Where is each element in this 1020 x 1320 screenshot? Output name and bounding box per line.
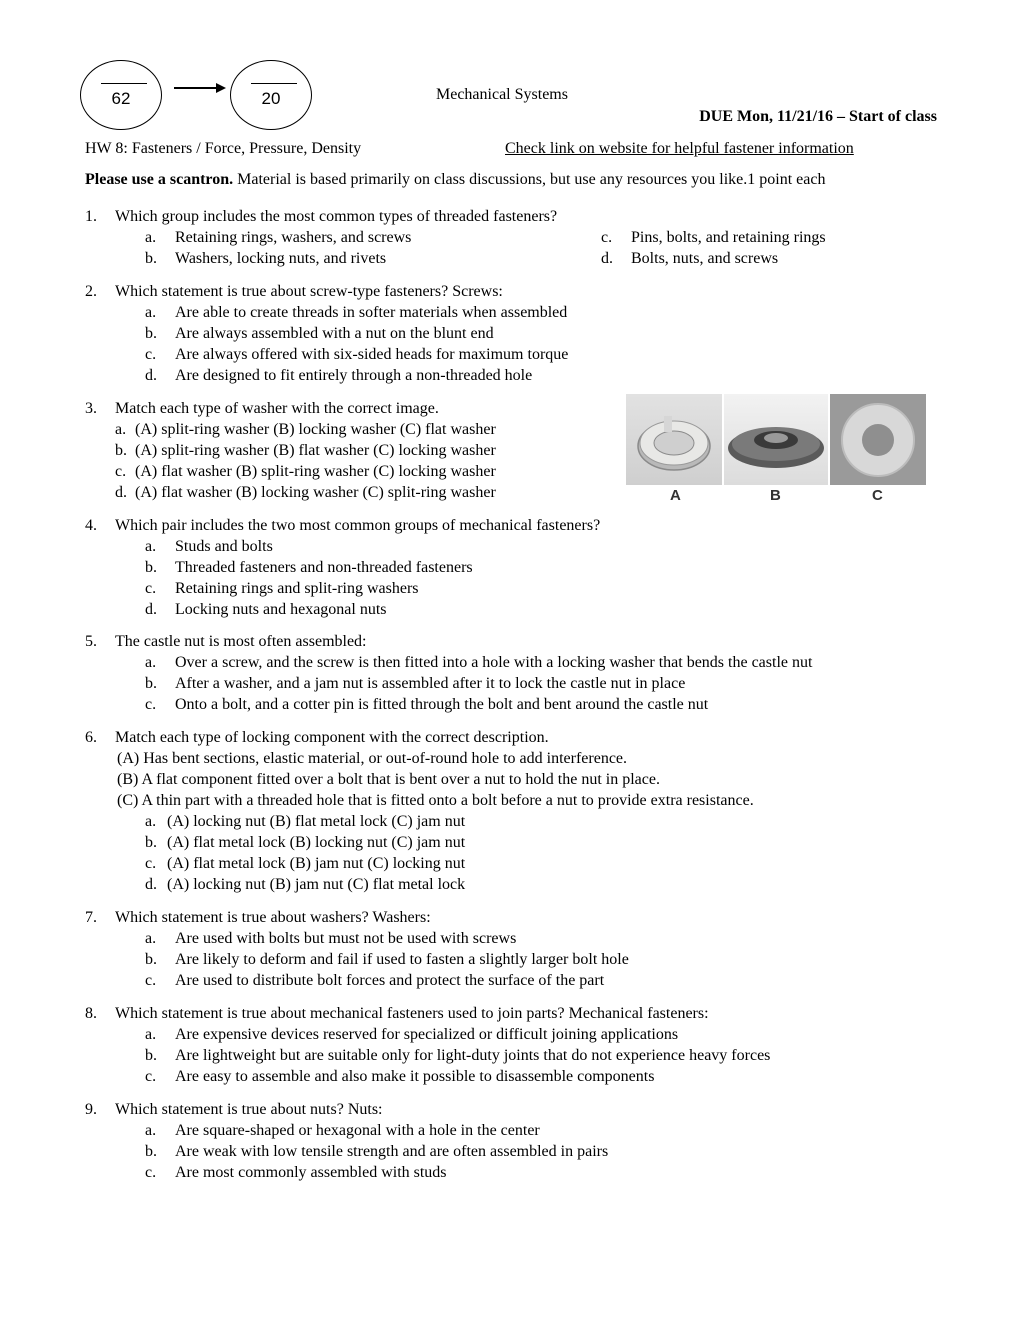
option-letter: b. [115, 442, 127, 459]
option-letter: c. [145, 580, 157, 597]
question-text: Match each type of washer with the correct image. [115, 400, 439, 417]
option-b: Washers, locking nuts, and rivets [175, 250, 387, 267]
option-text: (A) locking nut (B) jam nut (C) flat metal lock [167, 876, 466, 893]
option-letter: a. [145, 538, 157, 555]
question-1 [85, 206, 965, 269]
question-text: The castle nut is most often assembled: [115, 633, 367, 650]
question-number: 2. [85, 283, 97, 300]
option-text: Are expensive devices reserved for specialized or difficult joining applications [175, 1026, 679, 1043]
locking-washer-icon [724, 394, 828, 485]
option-letter: c. [115, 463, 127, 480]
option-letter: d. [601, 250, 613, 267]
washer-panel-c [830, 394, 926, 485]
option-letter: b. [145, 250, 157, 267]
score-left: 62 [111, 89, 131, 108]
question-text: Which statement is true about screw-type fasteners? Screws: [115, 283, 503, 300]
washer-panel-a [626, 394, 722, 485]
question-9 [85, 1099, 965, 1183]
option-text: (A) split-ring washer (B) flat washer (C) locking washer [135, 442, 496, 459]
option-text: Studs and bolts [175, 538, 273, 555]
option-text: Are designed to fit entirely through a non-threaded hole [175, 367, 533, 384]
option-text: Are weak with low tensile strength and are often assembled in pairs [175, 1143, 609, 1160]
score-circle-left [80, 60, 162, 130]
option-letter: a. [145, 229, 157, 246]
option-letter: c. [145, 346, 157, 363]
option-text: Threaded fasteners and non-threaded fasteners [175, 559, 473, 576]
option-letter: a. [145, 1026, 157, 1043]
description-a: (A) Has bent sections, elastic material, or out-of-round hole to add interference. [117, 750, 628, 767]
washer-panel-b [724, 394, 828, 485]
option-letter: c. [145, 696, 157, 713]
option-text: (A) flat washer (B) split-ring washer (C) locking washer [135, 463, 496, 480]
question-number: 9. [85, 1101, 97, 1118]
description-b: (B) A flat component fitted over a bolt that is bent over a nut to hold the nut in place. [117, 771, 660, 788]
option-letter: d. [145, 876, 157, 893]
option-letter: b. [145, 834, 157, 851]
option-letter: a. [145, 930, 157, 947]
option-text: Onto a bolt, and a cotter pin is fitted through the bolt and bent around the castle nut [175, 696, 709, 713]
option-letter: c. [145, 1068, 157, 1085]
option-letter: b. [145, 325, 157, 342]
due-date: DUE Mon, 11/21/16 – Start of class [699, 108, 937, 125]
question-number: 3. [85, 400, 97, 417]
option-text: Over a screw, and the screw is then fitted into a hole with a locking washer that bends the castle nut [175, 654, 813, 671]
question-text: Which statement is true about mechanical fasteners used to join parts? Mechanical fasteners: [115, 1005, 709, 1022]
score-circle-right [230, 60, 312, 130]
option-letter: d. [115, 484, 127, 501]
question-7 [85, 907, 965, 991]
option-letter: c. [145, 1164, 157, 1181]
instructions [85, 171, 825, 189]
option-letter: b. [145, 1047, 157, 1064]
image-label-a: A [670, 487, 681, 504]
option-text: Retaining rings and split-ring washers [175, 580, 419, 597]
question-2 [85, 281, 965, 386]
course-title: Mechanical Systems [436, 86, 568, 103]
question-text: Which group includes the most common types of threaded fasteners? [115, 208, 558, 225]
question-5 [85, 631, 965, 715]
question-number: 7. [85, 909, 97, 926]
score-right: 20 [261, 89, 281, 108]
option-text: Are lightweight but are suitable only for light-duty joints that do not experience heavy forces [175, 1047, 771, 1064]
option-text: (A) flat metal lock (B) locking nut (C) jam nut [167, 834, 466, 851]
option-letter: c. [145, 972, 157, 989]
option-text: Are likely to deform and fail if used to fasten a slightly larger bolt hole [175, 951, 629, 968]
option-text: Are used to distribute bolt forces and protect the surface of the part [175, 972, 605, 989]
option-text: Are most commonly assembled with studs [175, 1164, 447, 1181]
image-label-b: B [770, 487, 781, 504]
option-letter: c. [601, 229, 613, 246]
option-text: Are square-shaped or hexagonal with a hole in the center [175, 1122, 540, 1139]
option-letter: a. [145, 654, 157, 671]
description-c: (C) A thin part with a threaded hole that is fitted onto a bolt before a nut to provide extra resistance. [117, 792, 754, 809]
option-a: Retaining rings, washers, and screws [175, 229, 412, 246]
option-letter: c. [145, 855, 157, 872]
question-text: Which pair includes the two most common groups of mechanical fasteners? [115, 517, 601, 534]
instructions-bold: Please use a scantron. [85, 171, 234, 188]
split-ring-washer-icon [626, 394, 722, 485]
question-number: 5. [85, 633, 97, 650]
fastener-info-link[interactable]: Check link on website for helpful fastener information [505, 140, 854, 157]
option-letter: b. [145, 951, 157, 968]
option-text: Are always assembled with a nut on the blunt end [175, 325, 494, 342]
blank-line [251, 83, 297, 84]
question-number: 1. [85, 208, 97, 225]
option-letter: a. [145, 813, 157, 830]
option-letter: d. [145, 367, 157, 384]
question-number: 4. [85, 517, 97, 534]
image-label-c: C [872, 487, 883, 504]
question-number: 8. [85, 1005, 97, 1022]
question-text: Which statement is true about washers? Washers: [115, 909, 431, 926]
option-text: Are used with bolts but must not be used with screws [175, 930, 517, 947]
option-d: Bolts, nuts, and screws [631, 250, 779, 267]
option-text: (A) flat washer (B) locking washer (C) split-ring washer [135, 484, 496, 501]
blank-line [101, 83, 147, 84]
option-text: Are able to create threads in softer materials when assembled [175, 304, 568, 321]
option-c: Pins, bolts, and retaining rings [631, 229, 826, 246]
option-text: (A) flat metal lock (B) jam nut (C) locking nut [167, 855, 466, 872]
option-text: Are always offered with six-sided heads for maximum torque [175, 346, 569, 363]
question-4 [85, 515, 965, 620]
arrow-right-icon [174, 80, 226, 96]
option-letter: d. [145, 601, 157, 618]
option-letter: a. [145, 304, 157, 321]
option-letter: b. [145, 1143, 157, 1160]
question-number: 6. [85, 729, 97, 746]
question-8 [85, 1003, 965, 1087]
option-letter: a. [115, 421, 127, 438]
washer-images [626, 394, 926, 506]
option-text: Are easy to assemble and also make it possible to disassemble components [175, 1068, 655, 1085]
option-text: (A) locking nut (B) flat metal lock (C) jam nut [167, 813, 466, 830]
option-text: Locking nuts and hexagonal nuts [175, 601, 387, 618]
question-6 [85, 727, 965, 895]
option-letter: a. [145, 1122, 157, 1139]
option-letter: b. [145, 675, 157, 692]
option-text: (A) split-ring washer (B) locking washer (C) flat washer [135, 421, 496, 438]
question-text: Which statement is true about nuts? Nuts: [115, 1101, 383, 1118]
flat-washer-icon [830, 394, 926, 485]
hw-title: HW 8: Fasteners / Force, Pressure, Density [85, 140, 362, 157]
instructions-rest: Material is based primarily on class discussions, but use any resources you like.1 point each [233, 171, 826, 188]
option-letter: b. [145, 559, 157, 576]
question-text: Match each type of locking component with the correct description. [115, 729, 549, 746]
option-text: After a washer, and a jam nut is assembled after it to lock the castle nut in place [175, 675, 686, 692]
